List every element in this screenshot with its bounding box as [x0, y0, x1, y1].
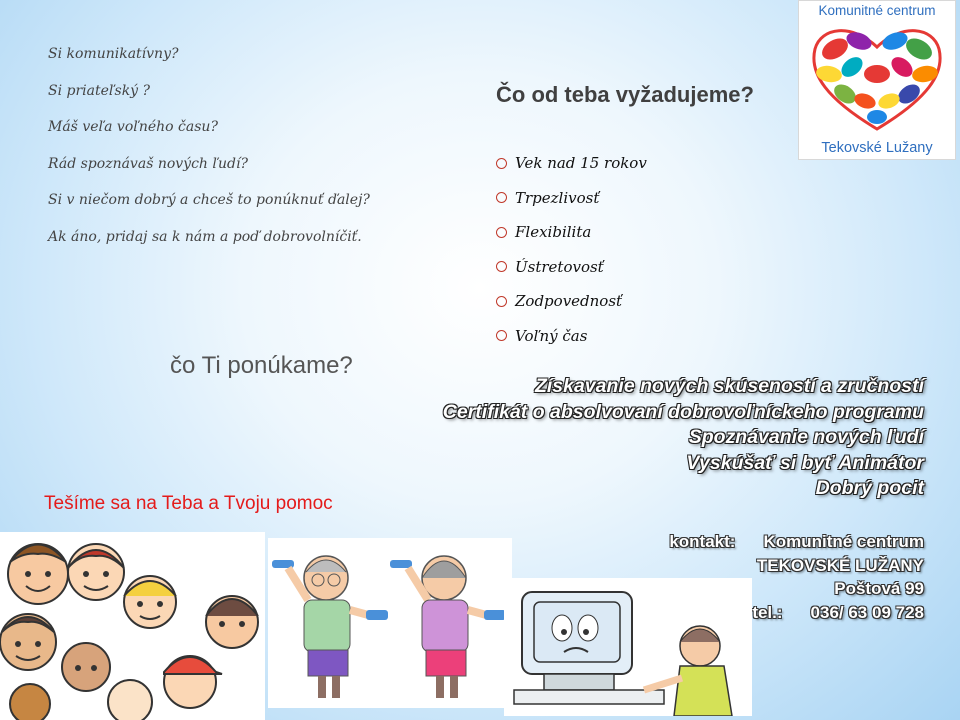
requirement-item — [496, 250, 647, 285]
offer-item: Spoznávanie nových ľudí — [688, 426, 924, 448]
computer-helping-child-illustration — [504, 578, 752, 716]
offer-item: Vyskúšať si byť Animátor — [686, 451, 924, 474]
requirements-title: Čo od teba vyžadujeme? — [496, 82, 754, 107]
requirement-label: Zodpovednosť — [515, 292, 623, 311]
requirement-item — [496, 181, 647, 216]
offer-list — [443, 374, 924, 502]
children-illustration — [0, 532, 265, 720]
requirement-label: Vek nad 15 rokov — [515, 154, 647, 173]
offer-item: Dobrý pocit — [815, 477, 924, 499]
offer-title: čo Ti ponúkame? — [170, 352, 353, 379]
community-center-logo — [798, 0, 956, 160]
circle-bullet-icon — [496, 227, 507, 238]
thanks-message: Tešíme sa na Teba a Tvoju pomoc — [44, 493, 333, 514]
requirement-label: Flexibilita — [515, 223, 592, 242]
question-item: Rád spoznávaš nových ľudí? — [48, 155, 248, 172]
logo-bottom-text: Tekovské Lužany — [821, 140, 933, 156]
circle-bullet-icon — [496, 158, 507, 169]
requirement-item — [496, 319, 647, 354]
hands-heart-icon — [807, 19, 947, 135]
requirements-list — [496, 146, 647, 353]
circle-bullet-icon — [496, 296, 507, 307]
seniors-exercising-illustration — [268, 538, 512, 708]
question-item: Máš veľa voľného času? — [48, 119, 218, 135]
circle-bullet-icon — [496, 330, 507, 341]
requirement-item — [496, 284, 647, 319]
phone-label: tel.: — [752, 602, 783, 622]
offer-item: Získavanie nových skúseností a zručností — [534, 375, 924, 397]
question-item: Si komunikatívny? — [48, 46, 179, 62]
logo-top-text: Komunitné centrum — [818, 3, 936, 18]
requirement-item — [496, 146, 647, 181]
contact-place: TEKOVSKÉ LUŽANY — [756, 555, 924, 575]
contact-org-line — [669, 530, 924, 554]
question-item: Si v niečom dobrý a chceš to ponúknuť ďalej? — [48, 192, 370, 208]
offer-item: Certifikát o absolvovaní dobrovoľníckeho programu — [442, 400, 924, 423]
question-item: Si priateľský ? — [48, 82, 151, 99]
question-item: Ak áno, pridaj sa k nám a poď dobrovolníčiť. — [48, 228, 362, 245]
requirement-item — [496, 215, 647, 250]
contact-org: Komunitné centrum — [763, 532, 924, 551]
contact-phone: 036/ 63 09 728 — [810, 602, 924, 622]
circle-bullet-icon — [496, 261, 507, 272]
contact-street: Poštová 99 — [834, 579, 924, 598]
circle-bullet-icon — [496, 192, 507, 203]
requirement-label: Trpezlivosť — [515, 188, 600, 207]
questions-list — [48, 44, 370, 263]
contact-label: kontakt: — [669, 532, 736, 551]
requirement-label: Ústretovosť — [515, 257, 604, 276]
requirement-label: Voľný čas — [515, 326, 588, 345]
